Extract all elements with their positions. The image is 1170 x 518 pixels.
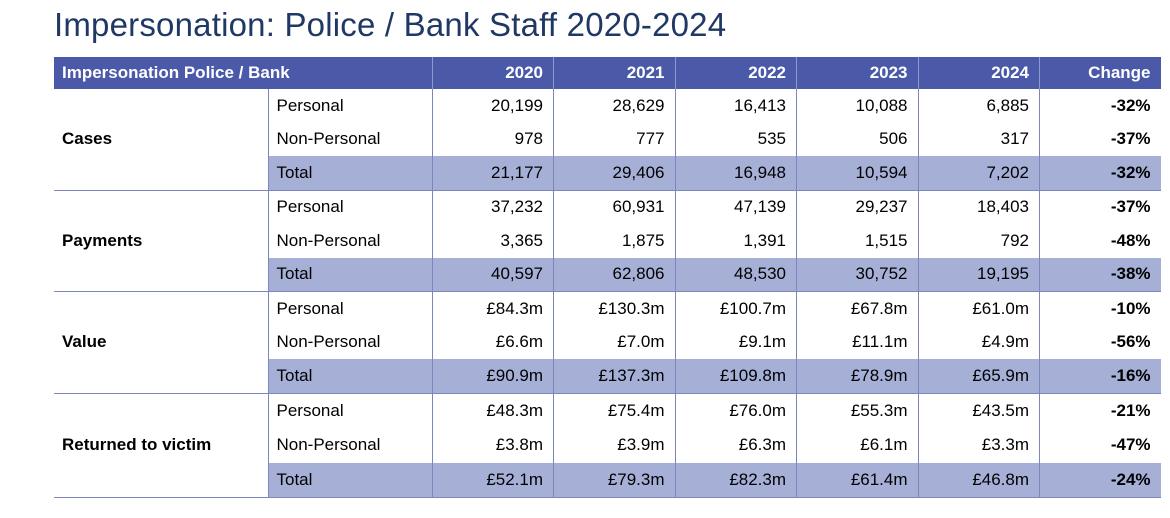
header-label: Impersonation Police / Bank — [54, 57, 432, 89]
value-cell: 792 — [918, 224, 1040, 258]
row-label: Personal — [268, 292, 432, 326]
value-cell: £3.3m — [918, 428, 1040, 463]
header-year: 2023 — [797, 57, 919, 89]
row-label: Personal — [268, 190, 432, 224]
value-cell: £84.3m — [432, 292, 554, 326]
value-cell: £3.8m — [432, 428, 554, 463]
value-cell: £11.1m — [797, 326, 919, 360]
value-cell: £7.0m — [554, 326, 676, 360]
value-cell: 10,594 — [797, 156, 919, 190]
value-cell: £6.3m — [675, 428, 797, 463]
change-cell: -21% — [1040, 393, 1161, 428]
change-cell: -16% — [1040, 359, 1161, 393]
value-cell: 40,597 — [432, 258, 554, 292]
value-cell: £109.8m — [675, 359, 797, 393]
row-label: Non-Personal — [268, 123, 432, 157]
value-cell: 1,391 — [675, 224, 797, 258]
change-cell: -38% — [1040, 258, 1161, 292]
change-cell: -32% — [1040, 156, 1161, 190]
value-cell: £61.0m — [918, 292, 1040, 326]
value-cell: £137.3m — [554, 359, 676, 393]
value-cell: 506 — [797, 123, 919, 157]
change-cell: -32% — [1040, 89, 1161, 123]
value-cell: 47,139 — [675, 190, 797, 224]
change-cell: -24% — [1040, 463, 1161, 498]
value-cell: 535 — [675, 123, 797, 157]
row-label: Total — [268, 359, 432, 393]
value-cell: £61.4m — [797, 463, 919, 498]
value-cell: £4.9m — [918, 326, 1040, 360]
value-cell: 29,406 — [554, 156, 676, 190]
value-cell: £9.1m — [675, 326, 797, 360]
table-row — [54, 393, 1161, 428]
value-cell: 16,948 — [675, 156, 797, 190]
header-year: 2020 — [432, 57, 554, 89]
value-cell: 7,202 — [918, 156, 1040, 190]
value-cell: £52.1m — [432, 463, 554, 498]
value-cell: 19,195 — [918, 258, 1040, 292]
value-cell: 62,806 — [554, 258, 676, 292]
value-cell: £6.6m — [432, 326, 554, 360]
value-cell: 10,088 — [797, 89, 919, 123]
value-cell: 37,232 — [432, 190, 554, 224]
row-label: Non-Personal — [268, 326, 432, 360]
value-cell: 18,403 — [918, 190, 1040, 224]
row-label: Total — [268, 463, 432, 498]
value-cell: 28,629 — [554, 89, 676, 123]
value-cell: 60,931 — [554, 190, 676, 224]
value-cell: £55.3m — [797, 393, 919, 428]
change-cell: -56% — [1040, 326, 1161, 360]
value-cell: 317 — [918, 123, 1040, 157]
category-label: Returned to victim — [54, 393, 268, 498]
header-row — [54, 57, 1161, 89]
header-change: Change — [1040, 57, 1161, 89]
change-cell: -10% — [1040, 292, 1161, 326]
value-cell: £100.7m — [675, 292, 797, 326]
change-cell: -37% — [1040, 190, 1161, 224]
value-cell: £79.3m — [554, 463, 676, 498]
change-cell: -48% — [1040, 224, 1161, 258]
value-cell: 777 — [554, 123, 676, 157]
value-cell: 48,530 — [675, 258, 797, 292]
table-row — [54, 292, 1161, 326]
value-cell: 1,875 — [554, 224, 676, 258]
value-cell: 6,885 — [918, 89, 1040, 123]
value-cell: £75.4m — [554, 393, 676, 428]
row-label: Personal — [268, 393, 432, 428]
value-cell: £67.8m — [797, 292, 919, 326]
value-cell: £78.9m — [797, 359, 919, 393]
value-cell: £130.3m — [554, 292, 676, 326]
row-label: Total — [268, 258, 432, 292]
header-year: 2022 — [675, 57, 797, 89]
value-cell: 3,365 — [432, 224, 554, 258]
value-cell: 21,177 — [432, 156, 554, 190]
page-title: Impersonation: Police / Bank Staff 2020-2024 — [54, 6, 727, 43]
change-cell: -37% — [1040, 123, 1161, 157]
category-label: Value — [54, 292, 268, 394]
value-cell: £90.9m — [432, 359, 554, 393]
value-cell: 30,752 — [797, 258, 919, 292]
table-row — [54, 89, 1161, 123]
row-label: Non-Personal — [268, 224, 432, 258]
value-cell: 29,237 — [797, 190, 919, 224]
value-cell: £65.9m — [918, 359, 1040, 393]
impersonation-table — [54, 57, 1160, 498]
row-label: Non-Personal — [268, 428, 432, 463]
value-cell: £46.8m — [918, 463, 1040, 498]
value-cell: £3.9m — [554, 428, 676, 463]
header-year: 2024 — [918, 57, 1040, 89]
table-row — [54, 190, 1161, 224]
category-label: Cases — [54, 89, 268, 190]
row-label: Total — [268, 156, 432, 190]
value-cell: £48.3m — [432, 393, 554, 428]
row-label: Personal — [268, 89, 432, 123]
change-cell: -47% — [1040, 428, 1161, 463]
header-year: 2021 — [554, 57, 676, 89]
value-cell: 16,413 — [675, 89, 797, 123]
value-cell: 1,515 — [797, 224, 919, 258]
category-label: Payments — [54, 190, 268, 292]
value-cell: £76.0m — [675, 393, 797, 428]
value-cell: 20,199 — [432, 89, 554, 123]
value-cell: 978 — [432, 123, 554, 157]
value-cell: £43.5m — [918, 393, 1040, 428]
value-cell: £82.3m — [675, 463, 797, 498]
value-cell: £6.1m — [797, 428, 919, 463]
